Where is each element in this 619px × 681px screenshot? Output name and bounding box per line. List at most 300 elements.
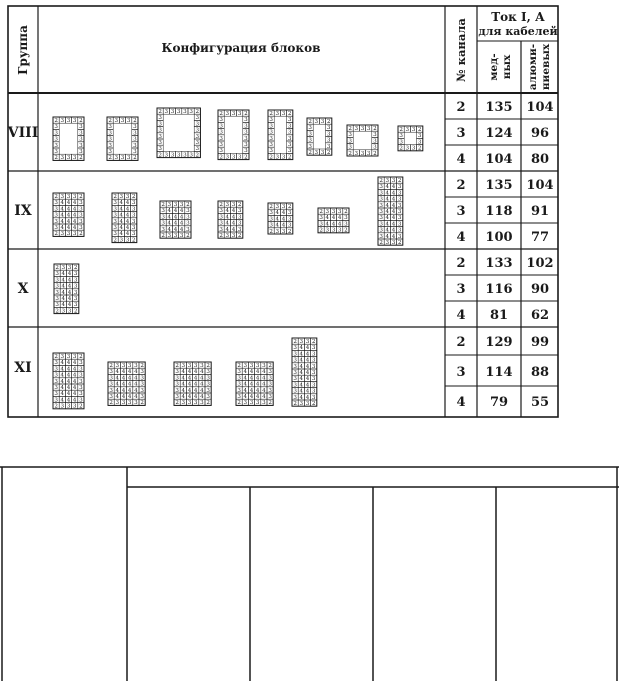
svg-text:3: 3 <box>66 118 71 124</box>
copper-cell: 135 <box>485 178 513 193</box>
svg-text:4: 4 <box>181 381 186 388</box>
svg-text:3: 3 <box>176 109 181 115</box>
svg-text:3: 3 <box>73 283 78 290</box>
svg-text:3: 3 <box>331 227 336 234</box>
svg-text:3: 3 <box>275 204 280 210</box>
svg-text:2: 2 <box>79 194 83 200</box>
svg-text:3: 3 <box>183 152 187 159</box>
svg-text:3: 3 <box>79 212 83 219</box>
svg-text:3: 3 <box>417 139 422 146</box>
svg-text:3: 3 <box>379 227 383 234</box>
svg-text:3: 3 <box>127 363 132 369</box>
aluminum-cell: 88 <box>530 365 550 380</box>
svg-text:2: 2 <box>237 363 241 369</box>
svg-text:2: 2 <box>399 127 403 133</box>
svg-text:3: 3 <box>161 214 165 221</box>
svg-text:2: 2 <box>237 202 242 208</box>
svg-text:3: 3 <box>385 178 390 184</box>
svg-text:3: 3 <box>114 118 119 124</box>
svg-text:3: 3 <box>331 209 336 215</box>
svg-text:3: 3 <box>200 363 204 369</box>
svg-text:2: 2 <box>344 209 348 215</box>
svg-text:3: 3 <box>73 302 78 309</box>
svg-text:3: 3 <box>119 237 124 244</box>
svg-text:4: 4 <box>231 208 236 215</box>
svg-text:2: 2 <box>219 111 223 117</box>
svg-text:4: 4 <box>66 218 71 225</box>
svg-text:3: 3 <box>308 143 312 150</box>
svg-text:4: 4 <box>391 227 396 234</box>
svg-text:3: 3 <box>397 196 402 203</box>
svg-text:4: 4 <box>66 372 71 379</box>
svg-text:4: 4 <box>325 221 330 228</box>
svg-text:3: 3 <box>299 339 304 345</box>
svg-text:3: 3 <box>134 400 138 407</box>
svg-text:3: 3 <box>249 400 254 407</box>
svg-text:3: 3 <box>126 155 131 162</box>
svg-text:3: 3 <box>60 354 65 360</box>
svg-text:3: 3 <box>281 111 286 117</box>
svg-text:3: 3 <box>320 119 325 125</box>
svg-text:3: 3 <box>108 149 112 155</box>
group-name: VIII <box>7 125 39 141</box>
svg-text:4: 4 <box>127 369 132 376</box>
svg-text:4: 4 <box>67 296 72 302</box>
svg-text:3: 3 <box>360 126 365 132</box>
svg-text:4: 4 <box>119 218 124 225</box>
svg-text:3: 3 <box>219 148 223 155</box>
svg-text:3: 3 <box>54 391 58 398</box>
svg-text:2: 2 <box>158 109 162 115</box>
svg-text:2: 2 <box>269 228 273 235</box>
svg-text:3: 3 <box>60 194 65 200</box>
svg-text:2: 2 <box>397 178 402 184</box>
svg-text:4: 4 <box>305 376 310 383</box>
svg-text:3: 3 <box>158 127 162 134</box>
svg-text:4: 4 <box>60 378 65 385</box>
svg-text:3: 3 <box>293 370 297 376</box>
svg-text:3: 3 <box>54 142 58 149</box>
svg-text:4: 4 <box>299 357 304 364</box>
svg-text:2: 2 <box>79 231 83 238</box>
svg-text:3: 3 <box>161 208 165 215</box>
svg-text:3: 3 <box>66 354 71 360</box>
svg-text:3: 3 <box>379 221 383 228</box>
svg-text:3: 3 <box>237 387 241 394</box>
svg-text:3: 3 <box>55 289 59 296</box>
aluminum-cell: 77 <box>530 230 550 245</box>
svg-text:3: 3 <box>244 129 248 136</box>
svg-text:3: 3 <box>121 363 126 369</box>
svg-text:3: 3 <box>373 138 377 145</box>
svg-text:3: 3 <box>115 400 120 407</box>
svg-text:3: 3 <box>311 370 316 376</box>
copper-cell: 104 <box>485 152 513 167</box>
svg-text:2: 2 <box>397 240 402 246</box>
channel-cell: 4 <box>456 152 466 167</box>
svg-text:3: 3 <box>206 381 210 388</box>
svg-text:4: 4 <box>72 225 77 231</box>
svg-text:3: 3 <box>314 119 319 125</box>
svg-text:3: 3 <box>72 194 77 200</box>
svg-text:3: 3 <box>225 202 230 208</box>
svg-text:3: 3 <box>397 202 402 209</box>
svg-text:4: 4 <box>281 216 286 223</box>
svg-text:3: 3 <box>293 357 297 364</box>
cable-block-diagram <box>160 201 191 239</box>
svg-text:3: 3 <box>54 212 58 219</box>
svg-text:3: 3 <box>120 155 125 162</box>
svg-text:4: 4 <box>179 208 184 215</box>
svg-text:3: 3 <box>337 209 342 215</box>
svg-text:3: 3 <box>311 357 316 364</box>
svg-text:3: 3 <box>55 283 59 290</box>
svg-text:4: 4 <box>60 366 65 373</box>
svg-text:4: 4 <box>60 360 65 367</box>
svg-text:4: 4 <box>134 369 138 376</box>
svg-text:4: 4 <box>115 381 120 388</box>
copper-cell: 116 <box>485 282 513 297</box>
cable-block-diagram <box>107 117 138 161</box>
svg-text:4: 4 <box>121 369 126 376</box>
svg-text:3: 3 <box>311 382 316 389</box>
svg-text:3: 3 <box>243 400 248 407</box>
cable-block-diagram <box>157 108 200 158</box>
group-name: IX <box>14 203 32 219</box>
svg-text:3: 3 <box>379 196 383 203</box>
svg-text:4: 4 <box>66 206 71 213</box>
svg-text:4: 4 <box>231 220 236 227</box>
svg-text:4: 4 <box>225 214 230 221</box>
svg-text:3: 3 <box>79 206 83 213</box>
svg-text:3: 3 <box>60 403 65 410</box>
svg-text:3: 3 <box>161 226 165 233</box>
svg-text:3: 3 <box>79 385 83 391</box>
svg-text:3: 3 <box>131 206 136 213</box>
svg-text:4: 4 <box>187 381 192 388</box>
svg-text:3: 3 <box>231 111 236 117</box>
svg-text:3: 3 <box>268 369 272 376</box>
svg-text:3: 3 <box>397 233 402 240</box>
svg-text:3: 3 <box>183 109 187 115</box>
svg-text:3: 3 <box>206 375 210 382</box>
svg-text:4: 4 <box>127 381 132 388</box>
svg-text:3: 3 <box>131 218 136 225</box>
svg-text:3: 3 <box>167 233 172 239</box>
svg-text:4: 4 <box>305 357 310 364</box>
svg-text:3: 3 <box>219 123 223 130</box>
svg-text:4: 4 <box>299 394 304 401</box>
svg-text:3: 3 <box>126 118 131 124</box>
svg-text:3: 3 <box>311 388 316 395</box>
svg-text:3: 3 <box>195 127 200 134</box>
svg-text:4: 4 <box>331 215 336 222</box>
svg-text:3: 3 <box>411 127 416 133</box>
svg-text:4: 4 <box>60 212 65 219</box>
svg-text:3: 3 <box>326 125 331 132</box>
cable-block-diagram <box>318 208 349 234</box>
svg-text:4: 4 <box>61 302 66 309</box>
svg-text:3: 3 <box>231 202 236 208</box>
svg-text:3: 3 <box>219 208 223 215</box>
svg-text:4: 4 <box>125 225 130 231</box>
svg-text:2: 2 <box>133 155 137 162</box>
svg-text:3: 3 <box>287 216 292 223</box>
svg-text:3: 3 <box>54 149 58 155</box>
svg-text:4: 4 <box>281 210 286 217</box>
svg-text:3: 3 <box>305 401 310 407</box>
svg-text:3: 3 <box>79 130 83 137</box>
svg-text:4: 4 <box>181 387 186 394</box>
svg-text:3: 3 <box>305 339 310 345</box>
svg-text:4: 4 <box>255 381 260 388</box>
svg-text:3: 3 <box>287 123 292 130</box>
svg-text:3: 3 <box>293 394 297 401</box>
svg-text:3: 3 <box>125 237 130 244</box>
svg-text:3: 3 <box>67 308 72 315</box>
svg-text:3: 3 <box>397 209 402 215</box>
svg-text:4: 4 <box>255 375 260 382</box>
svg-text:4: 4 <box>305 351 310 358</box>
svg-text:3: 3 <box>219 117 223 124</box>
svg-text:4: 4 <box>299 345 304 352</box>
svg-text:2: 2 <box>269 111 273 117</box>
cable-block-diagram <box>53 353 84 410</box>
svg-text:4: 4 <box>275 222 280 229</box>
svg-text:4: 4 <box>262 369 266 376</box>
aluminum-cell: 62 <box>530 308 550 323</box>
svg-text:3: 3 <box>255 363 260 369</box>
svg-text:4: 4 <box>200 394 204 400</box>
svg-text:2: 2 <box>287 204 292 210</box>
numeric-cells <box>456 100 553 410</box>
svg-text:4: 4 <box>385 221 390 228</box>
svg-text:3: 3 <box>379 209 383 215</box>
svg-text:4: 4 <box>187 394 192 400</box>
channel-cell: 2 <box>456 100 466 115</box>
svg-text:4: 4 <box>187 369 192 376</box>
empty-table <box>0 467 619 681</box>
svg-text:3: 3 <box>399 133 403 140</box>
svg-text:4: 4 <box>200 375 204 382</box>
svg-text:3: 3 <box>54 206 58 213</box>
svg-text:3: 3 <box>173 233 178 239</box>
svg-text:4: 4 <box>299 388 304 395</box>
svg-text:3: 3 <box>187 363 192 369</box>
svg-text:3: 3 <box>61 265 66 271</box>
svg-text:4: 4 <box>67 302 72 309</box>
svg-text:4: 4 <box>121 375 126 382</box>
svg-text:4: 4 <box>255 369 260 376</box>
svg-text:3: 3 <box>269 117 273 124</box>
svg-text:3: 3 <box>54 200 58 207</box>
svg-text:3: 3 <box>308 125 312 132</box>
header-alum-line2: ниевых <box>540 43 552 91</box>
svg-text:3: 3 <box>133 136 137 143</box>
svg-text:3: 3 <box>79 136 83 143</box>
svg-text:3: 3 <box>293 382 297 389</box>
svg-text:4: 4 <box>127 394 132 400</box>
svg-text:3: 3 <box>249 363 254 369</box>
cable-block-diagram <box>347 125 378 157</box>
svg-text:3: 3 <box>158 146 162 153</box>
svg-text:2: 2 <box>113 237 117 244</box>
svg-text:2: 2 <box>109 400 113 407</box>
svg-text:3: 3 <box>275 154 280 161</box>
svg-text:4: 4 <box>299 351 304 358</box>
svg-text:3: 3 <box>269 222 273 229</box>
header-current-line1: Ток I, А <box>491 10 545 24</box>
cable-block-diagram <box>268 203 293 235</box>
cable-block-diagram <box>307 118 332 156</box>
svg-text:3: 3 <box>79 225 83 231</box>
cable-block-diagram <box>292 338 317 407</box>
svg-text:3: 3 <box>131 212 136 219</box>
svg-text:3: 3 <box>311 394 316 401</box>
aluminum-cell: 99 <box>530 335 550 350</box>
svg-text:3: 3 <box>269 123 273 130</box>
svg-text:2: 2 <box>131 194 136 200</box>
svg-text:2: 2 <box>348 150 352 157</box>
svg-text:3: 3 <box>326 143 331 150</box>
svg-text:3: 3 <box>195 121 200 128</box>
svg-text:4: 4 <box>243 375 248 382</box>
svg-text:2: 2 <box>113 194 117 200</box>
svg-text:3: 3 <box>268 375 272 382</box>
svg-text:4: 4 <box>72 391 77 398</box>
svg-text:3: 3 <box>193 363 198 369</box>
svg-text:3: 3 <box>164 109 169 115</box>
svg-text:4: 4 <box>67 283 72 290</box>
svg-text:2: 2 <box>287 228 292 235</box>
svg-text:2: 2 <box>79 155 83 162</box>
svg-text:3: 3 <box>293 345 297 352</box>
svg-text:3: 3 <box>237 154 242 161</box>
svg-text:4: 4 <box>385 184 390 191</box>
svg-text:3: 3 <box>134 363 138 369</box>
svg-text:4: 4 <box>72 378 77 385</box>
copper-cell: 81 <box>489 308 509 323</box>
svg-text:4: 4 <box>60 200 65 207</box>
svg-text:2: 2 <box>161 202 165 208</box>
svg-text:4: 4 <box>119 212 124 219</box>
svg-text:4: 4 <box>299 382 304 389</box>
svg-text:3: 3 <box>326 137 331 144</box>
channel-cell: 3 <box>456 126 466 141</box>
svg-text:3: 3 <box>79 366 83 373</box>
svg-text:4: 4 <box>66 391 71 398</box>
svg-text:4: 4 <box>66 200 71 207</box>
svg-text:4: 4 <box>60 206 65 213</box>
svg-text:3: 3 <box>55 296 59 302</box>
copper-cell: 114 <box>485 365 513 380</box>
svg-text:3: 3 <box>54 218 58 225</box>
svg-text:4: 4 <box>385 227 390 234</box>
svg-text:3: 3 <box>109 394 113 400</box>
svg-text:4: 4 <box>167 208 172 215</box>
svg-text:3: 3 <box>311 363 316 370</box>
svg-text:3: 3 <box>158 133 162 140</box>
svg-text:3: 3 <box>79 372 83 379</box>
svg-text:3: 3 <box>66 231 71 238</box>
cable-block-diagram <box>378 177 403 246</box>
cable-block-diagram <box>398 126 423 152</box>
svg-text:3: 3 <box>287 210 292 217</box>
svg-text:2: 2 <box>79 403 83 410</box>
cable-block-diagram <box>218 110 249 160</box>
svg-text:3: 3 <box>262 400 266 407</box>
svg-text:3: 3 <box>131 231 136 238</box>
svg-text:2: 2 <box>311 339 316 345</box>
svg-text:4: 4 <box>66 385 71 391</box>
svg-text:3: 3 <box>219 129 223 136</box>
svg-text:3: 3 <box>219 135 223 142</box>
svg-text:3: 3 <box>54 397 58 404</box>
svg-text:4: 4 <box>337 221 342 228</box>
svg-text:4: 4 <box>181 375 186 382</box>
svg-text:3: 3 <box>337 227 342 234</box>
svg-text:4: 4 <box>72 206 77 213</box>
svg-text:4: 4 <box>61 277 66 284</box>
channel-cell: 4 <box>456 230 466 245</box>
svg-text:4: 4 <box>305 394 310 401</box>
svg-text:3: 3 <box>164 152 169 159</box>
svg-text:4: 4 <box>115 375 120 382</box>
svg-text:4: 4 <box>66 225 71 231</box>
svg-text:2: 2 <box>108 118 112 124</box>
svg-text:4: 4 <box>127 387 132 394</box>
svg-text:2: 2 <box>54 194 58 200</box>
svg-text:2: 2 <box>319 209 323 215</box>
svg-text:4: 4 <box>72 200 77 207</box>
svg-text:4: 4 <box>187 375 192 382</box>
svg-text:3: 3 <box>237 369 241 376</box>
svg-text:3: 3 <box>79 124 83 131</box>
svg-text:3: 3 <box>237 226 242 233</box>
svg-text:4: 4 <box>391 209 396 215</box>
copper-cell: 129 <box>485 335 513 350</box>
svg-text:2: 2 <box>293 401 297 407</box>
svg-text:3: 3 <box>281 154 286 161</box>
svg-text:2: 2 <box>237 400 241 407</box>
svg-text:3: 3 <box>193 400 198 407</box>
svg-text:4: 4 <box>305 370 310 376</box>
svg-text:2: 2 <box>348 126 352 132</box>
svg-text:3: 3 <box>195 140 200 146</box>
svg-text:4: 4 <box>299 363 304 370</box>
svg-text:3: 3 <box>140 381 144 388</box>
svg-text:4: 4 <box>391 215 396 222</box>
svg-text:4: 4 <box>385 196 390 203</box>
svg-text:4: 4 <box>115 387 120 394</box>
svg-text:3: 3 <box>161 220 165 227</box>
svg-text:4: 4 <box>225 220 230 227</box>
svg-text:3: 3 <box>287 222 292 229</box>
svg-text:3: 3 <box>158 140 162 146</box>
svg-text:3: 3 <box>397 215 402 222</box>
svg-text:3: 3 <box>109 375 113 382</box>
copper-cell: 133 <box>485 256 513 271</box>
svg-text:4: 4 <box>391 233 396 240</box>
svg-text:4: 4 <box>125 212 130 219</box>
svg-text:4: 4 <box>119 225 124 231</box>
svg-text:3: 3 <box>176 152 181 159</box>
svg-text:4: 4 <box>72 397 77 404</box>
svg-text:3: 3 <box>269 142 273 148</box>
svg-text:3: 3 <box>237 381 241 388</box>
svg-text:3: 3 <box>237 220 242 227</box>
svg-text:3: 3 <box>133 149 137 155</box>
